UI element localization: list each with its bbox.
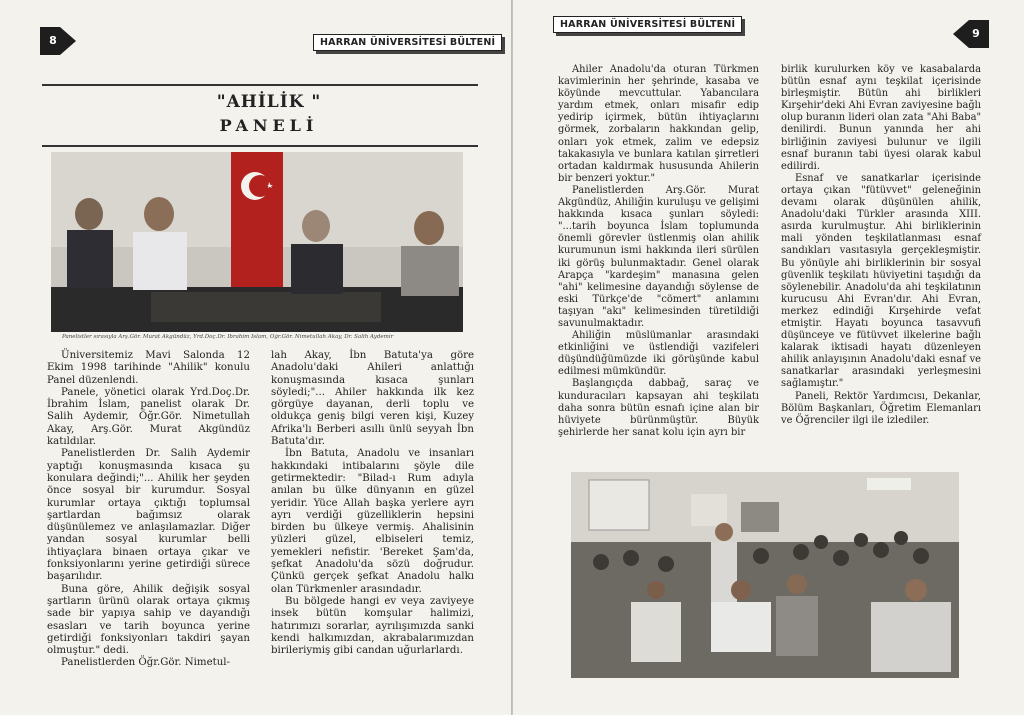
paragraph: Buna göre, Ahilik değişik sosyal şartların ürünü olarak ortaya çıkmış sade bir yapıya sahip ve dayandığı esasları ve tarih boyunca yerine getirdiği fonksiyonları takdiri şayan olmuştur." dedi. (47, 583, 250, 657)
paragraph: Bu bölgede hangi ev veya zaviyeye insek bütün komşular halimizi, hatırımızı sorarlar, ayrılışımızda sanki kendi halkımızdan, akrabalarımızdan birileriymiş gibi candan uğurlarlardı. (271, 595, 474, 657)
panel-photo-illustration (51, 152, 463, 332)
article-subtitle: PANELİ (219, 116, 319, 135)
paragraph: Ahiliğin müslümanlar arasındaki etkinliğini ve üstlendiği vazifeleri düşündüğümüzde iki görüşünde kabul edilmesi mümkündür. (558, 330, 759, 378)
paragraph: Esnaf ve sanatkarlar içerisinde ortaya çıkan "fütüvvet" geleneğinin devamı olarak düşünülen ahilik, Anadolu'daki Türkler arasında XIII. asırda kurulmuştur. Ahi birliklerinin mali yönden teşkilatlanması esnaf sandıkları vasıtasıyla gerçekleşmiştir. Bu yönüyle ahi birliklerinin bir sosyal güvenlik teşkilatı hüviyetini taşıdığı da söylenebilir. Anadolu'da ahi teşkilatının kurucusu Ahi Evran'dır. Ahi Evran, merkez edindiği Kırşehirde vefat etmiştir. Hayatı boyunca tasavvufi düşünceye ve fütüvvet ilkelerine bağlı kalarak iktisadi hayatı düzenleyen ahilik anlayışının Anadolu'daki esnaf ve sanatkarlar arasındaki yerleşmesini sağlamıştır." (781, 172, 981, 390)
paragraph: Panelistlerden Arş.Gör. Murat Akgündüz, Ahiliğin kuruluşu ve gelişimi hakkında kısaca şunları söyledi: "...tarih boyunca İslam toplumunda önemli görevler üstlenmiş olan ahilik kurumunun ismi hakkında ileri sürülen iki görüş bulunmaktadır. Genel olarak Arapça "kardeşim" manasına gelen "ahi" kelimesine dayandığı söylense de eski Türkçe'de "cömert" anlamını taşıyan "akı" kelimesinden türetildiği savunulmaktadır. (558, 184, 759, 329)
bulletin-header: HARRAN ÜNİVERSİTESİ BÜLTENİ (553, 16, 742, 33)
right-column-1 (558, 64, 759, 439)
right-page (513, 0, 1024, 715)
title-rule-top (42, 84, 478, 86)
left-column-1 (47, 350, 250, 670)
paragraph: Ahiler Anadolu'da oturan Türkmen kavimlerinin her şehrinde, kasaba ve köyünde mevcuttular. Yabancılara yardım etmek, onları misafir edip yedirip içirmek, bütün ihtiyaçlarını görmek, zorbaların hakkından gelip, onları yok etmek, zalim ve edepsiz takakasıyla ve bunlara katılan şirretleri ortadan kaldırmak hususunda Ahilerin bir benzeri yoktur." (558, 64, 759, 184)
title-rule-bottom (42, 145, 478, 147)
paragraph: Panelistlerden Dr. Salih Aydemir yaptığı konuşmasında kısaca şu konulara değindi;"... Ahilik her şeyden önce sosyal bir kurumdur. Sosyal kurumlar ortaya çıktığı toplumsal şartlardan bağımsız olarak düşünülemez ve anlaşılamazlar. Diğer yandan sosyal kurumlar belli ihtiyaçlara binaen ortaya çıkar ve fonksiyonlarını yerine getirdiği sürece başarılıdır. (47, 448, 250, 583)
paragraph: Paneli, Rektör Yardımcısı, Dekanlar, Bölüm Başkanları, Öğretim Elemanları ve Öğrenciler ilgi ile izlediler. (781, 390, 981, 426)
audience-photo-illustration (571, 472, 959, 678)
bulletin-header: HARRAN ÜNİVERSİTESİ BÜLTENİ (313, 34, 502, 51)
photo-caption: Panelistler sırasıyla Arş.Gör. Murat Akgündüz, Yrd.Doç.Dr. İbrahim İslam, Öğr.Gör. Nimetullah Akay, Dr. Salih Aydemir (62, 334, 394, 340)
paragraph: Başlangıçda dabbağ, saraç ve kunduracıları kapsayan ahi teşkilatı daha sonra bütün esnafı içine alan bir hüviyete bürünmüştür. Büyük şehirlerde her sanat kolu için ayrı bir (558, 378, 759, 438)
paragraph: lah Akay, İbn Batuta'ya göre Anadolu'daki Ahileri anlattığı konuşmasında kısaca şunları söyledi;"... Ahiler hakkında ilk kez görgüye dayanan, derli toplu ve oldukça geniş bilgi veren kişi, Kuzey Afrika'lı Berberi asıllı ünlü seyyah İbn Batuta'dır. (271, 350, 474, 448)
paragraph: birlik kurulurken köy ve kasabalarda bütün esnaf aynı teşkilat içerisinde birleşmiştir. Bütün ahi birlikleri Kırşehir'deki Ahi Evran zaviyesine bağlı olup buranın lideri olan zata "Ahi Baba" denilirdi. Bunun yanında her ahi birliğinin zaviyesi bulunur ve ilgili esnaf buranın tabi üyesi olarak kabul edilirdi. (781, 64, 981, 172)
right-column-2 (781, 64, 981, 427)
article-title: "AHİLİK " (216, 92, 322, 112)
audience-photo (571, 472, 959, 678)
page-number-badge-left (40, 27, 76, 55)
paragraph: Panelistlerden Öğr.Gör. Nimetul- (61, 657, 230, 669)
page-number: 8 (49, 34, 57, 47)
left-column-2 (271, 350, 474, 657)
page-number-badge-right (953, 20, 989, 48)
paragraph: Panele, yönetici olarak Yrd.Doç.Dr. İbrahim İslam, panelist olarak Dr. Salih Aydemir, Öğr.Gör. Nimetullah Akay, Arş.Gör. Murat Akgündüz katıldılar. (47, 386, 250, 448)
paragraph: Üniversitemiz Mavi Salonda 12 Ekim 1998 tarihinde "Ahilik" konulu Panel düzenlendi. (47, 350, 250, 386)
panel-photo (51, 152, 463, 332)
paragraph: İbn Batuta, Anadolu ve insanları hakkındaki intibalarını şöyle dile getirmektedir: "Bilad-ı Rum adıyla anılan bu ülke dünyanın en güzel yeridir. Yüce Allah başka yerlere ayrı ayrı verdiği güzelliklerin hepsini birden bu ülkeye vermiş. Ahalisinin yüzleri güzel, elbiseleri temiz, yemekleri nefistir. 'Bereket Şam'da, şefkat Anadolu'da sözü doğrudur. Çünkü gerçek şefkat Anadolu halkı olan Türkmenler arasındadır. (271, 448, 474, 595)
page-number: 9 (972, 27, 980, 40)
